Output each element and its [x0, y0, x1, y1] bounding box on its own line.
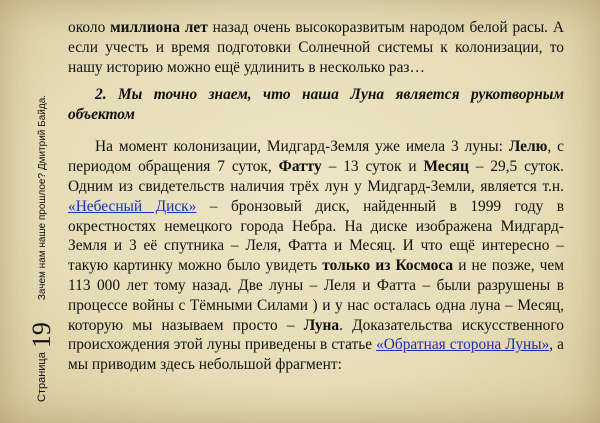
- bold-run: только из Космоса: [322, 257, 454, 275]
- text-content: [68, 18, 564, 375]
- paragraph-intro: [68, 18, 564, 77]
- text-run: и не позже, чем 113 000 лет тому назад. Две луны – Леля и Фатта – были разрушены в процессе войны с Тёмными Силами ) и у нас осталась одна луна – Месяц, которую мы называем просто –: [68, 257, 564, 334]
- text-run: – бронзовый диск, найденный в 1999 году в окрестностях немецкого города Небра. На диске изображена Мидгард-Земля и 3 её спутника – Леля, Фатта и Месяц. И что ещё интересно – такую картинку можно было увидеть: [68, 197, 564, 275]
- margin-text: [24, 94, 56, 402]
- text-run: , с периодом обращения 7 суток,: [68, 138, 564, 176]
- text-run: – 29,5 суток. Одним из свидетельств наличия трёх лун у Мидгард-Земли, является т.н.: [68, 158, 564, 195]
- page-number: 19: [27, 322, 56, 349]
- book-title: Зачем нам наше прошлое? Дмитрий Байда.: [37, 94, 48, 301]
- text-run: . Доказательства искусственного происхождения этой луны приведены в статье: [68, 316, 564, 354]
- margin-strip: [6, 20, 56, 420]
- paragraph-main: [68, 137, 564, 375]
- text-run: около: [68, 19, 111, 36]
- text-run: – 13 суток и: [321, 158, 424, 176]
- section-heading: 2. Мы точно знаем, что наша Луна является рукотворным объектом: [68, 86, 564, 124]
- text-run: На момент колонизации, Мидгард-Земля уже имела 3 луны:: [95, 138, 509, 156]
- bold-run: Луна: [303, 316, 340, 334]
- text-run: назад очень высокоразвитым народом белой расы. А если учесть и время подготовки Солнечной системы к колонизации, то нашу историю можно ещё удлинить в несколько раз…: [68, 19, 565, 76]
- text-run: , а мы приводим здесь небольшой фрагмент:: [68, 336, 564, 374]
- link-heavenly-disk[interactable]: «Небесный Диск»: [68, 197, 197, 215]
- link-far-side-moon[interactable]: «Обратная сторона Луны»: [376, 336, 550, 354]
- bold-run: Лелю: [508, 138, 548, 156]
- page-label: Страница: [36, 352, 48, 402]
- bold-run: Месяц: [423, 158, 469, 176]
- bold-run: Фатту: [278, 158, 322, 176]
- bold-run: миллиона лет: [110, 19, 208, 36]
